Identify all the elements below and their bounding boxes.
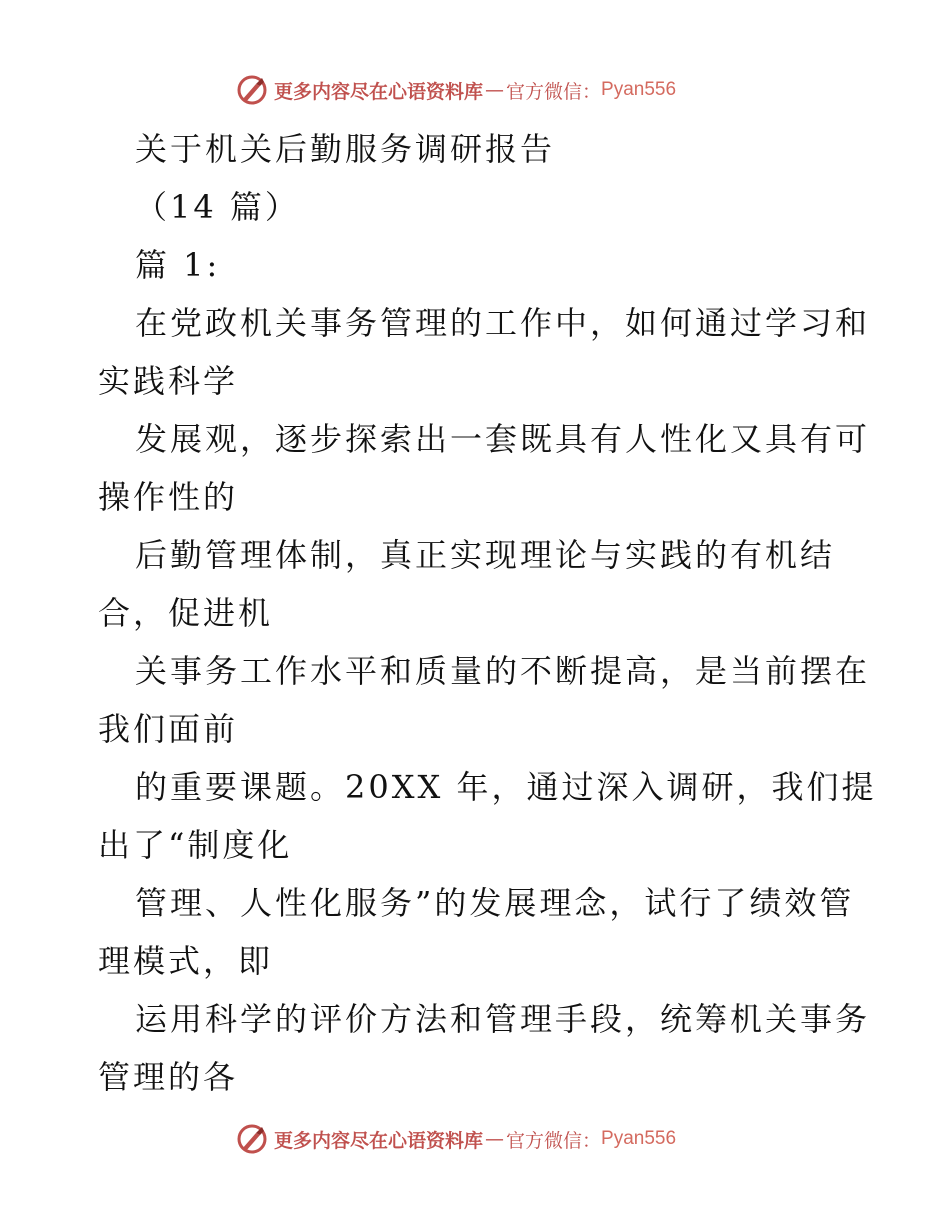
- watermark-wechat-label: 官方微信：: [506, 1129, 602, 1152]
- watermark-dash: —: [485, 79, 505, 101]
- watermark-text: 更多内容尽在心语资料库: [274, 80, 484, 103]
- paragraph-line: 出了“制度化: [98, 826, 293, 864]
- paragraph-line: 合，促进机: [98, 594, 274, 632]
- paragraph-line: 操作性的: [98, 478, 239, 516]
- watermark-wechat-handle: Pyan556: [601, 79, 677, 100]
- paragraph-line: 运用科学的评价方法和管理手段，统筹机关事务: [135, 1000, 871, 1038]
- document-count: （14 篇）: [135, 188, 300, 226]
- paragraph-line: 在党政机关事务管理的工作中，如何通过学习和: [135, 304, 871, 342]
- watermark-wechat-handle: Pyan556: [601, 1128, 677, 1149]
- document-title: 关于机关后勤服务调研报告: [135, 130, 556, 168]
- paragraph-line: 关事务工作水平和质量的不断提高，是当前摆在: [135, 652, 871, 690]
- paragraph-line: 管理、人性化服务”的发展理念，试行了绩效管: [135, 884, 855, 922]
- paragraph-line: 发展观，逐步探索出一套既具有人性化又具有可: [135, 420, 871, 458]
- pen-circle-logo-icon: [236, 74, 268, 106]
- paragraph-line: 的重要课题。20XX 年，通过深入调研，我们提: [135, 768, 877, 806]
- watermark-wechat-label: 官方微信：: [506, 80, 602, 103]
- paragraph-line: 实践科学: [98, 362, 239, 400]
- document-body: [98, 120, 877, 1106]
- paragraph-line: 我们面前: [98, 710, 239, 748]
- watermark-dash: —: [485, 1128, 505, 1150]
- pen-circle-logo-icon: [236, 1123, 268, 1155]
- header-watermark: [236, 73, 736, 107]
- paragraph-line: 理模式，即: [98, 942, 274, 980]
- paragraph-line: 管理的各: [98, 1058, 239, 1096]
- watermark-text: 更多内容尽在心语资料库: [274, 1129, 484, 1152]
- section-heading: 篇 1:: [135, 246, 221, 284]
- paragraph-line: 后勤管理体制，真正实现理论与实践的有机结: [135, 536, 836, 574]
- footer-watermark: [236, 1122, 736, 1156]
